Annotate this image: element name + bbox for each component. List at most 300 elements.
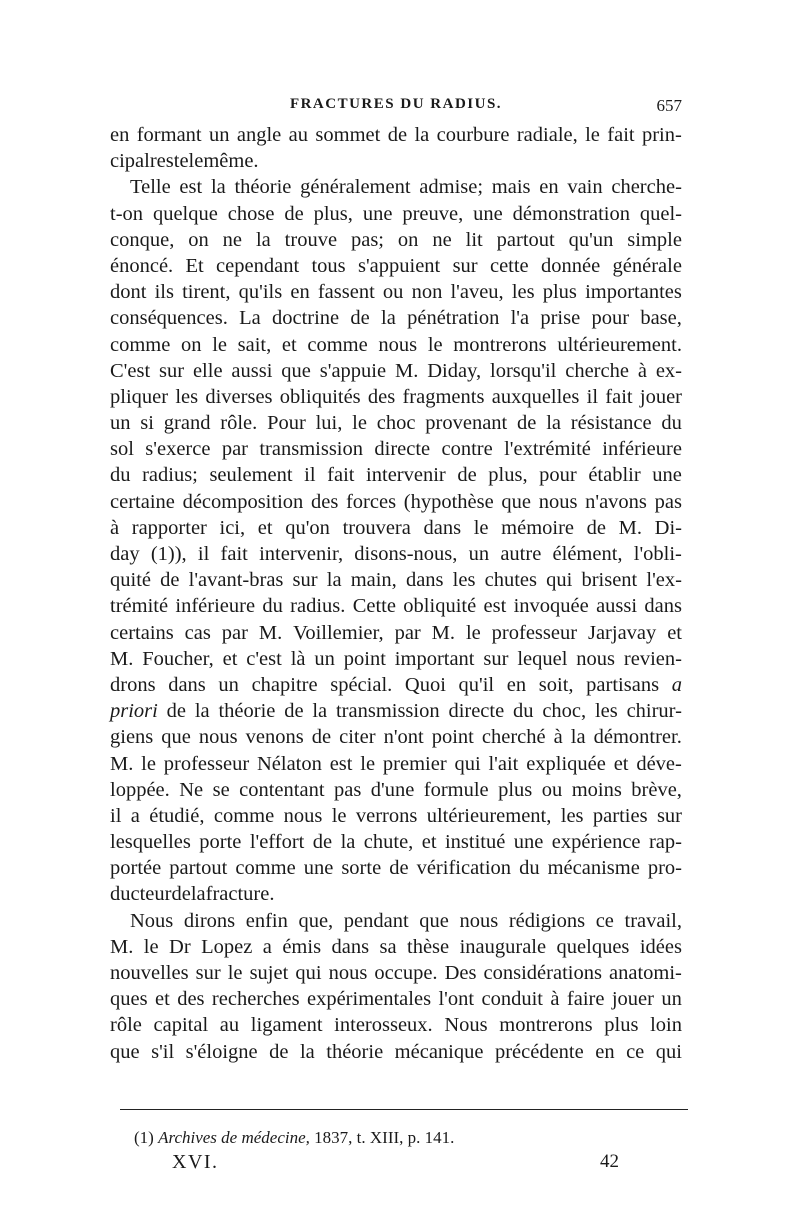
word: loin [650,1014,682,1037]
word: qu'un [568,228,614,251]
word: comme [213,804,275,827]
word: de [517,412,537,435]
word: en [110,124,130,146]
word: autre [500,543,542,565]
word: Pour [267,412,306,435]
word: considérations [483,962,602,984]
word: un [218,673,239,696]
word: l'ont [438,988,475,1011]
word: contentant [239,778,325,801]
word: pas [654,490,682,513]
word: sommet [315,124,381,146]
word: un [209,124,230,146]
word: l'effort [249,831,305,854]
word: radius. [290,595,346,618]
footnote-source: Archives de médecine, [158,1128,310,1147]
word: revien- [623,647,682,670]
word: et [257,516,273,539]
word: plus, [488,464,528,487]
word: day [110,543,140,565]
footnote [134,1128,454,1148]
word: on [397,228,419,251]
word: Cette [352,595,396,618]
word: pas [333,778,362,801]
word: M. [394,359,419,382]
word: ultérieurement, [426,804,552,827]
word: que, [298,909,334,932]
word: occupe. [374,962,438,984]
word: Diday, [427,359,482,382]
word: Dr [169,935,191,958]
text-line [110,908,682,934]
word: radius; [142,464,198,487]
word: soit, [538,673,574,696]
word: partisans [586,673,660,696]
word: enfin [245,909,288,932]
text-line [110,279,682,305]
word: lorsqu'il [490,359,557,382]
word: le [427,333,443,356]
word: comme [235,857,296,880]
word: montrerons [499,1014,593,1037]
word: directe [374,438,431,461]
word: à [110,516,120,539]
word: le [331,804,347,827]
word: ducteur [110,883,172,906]
text-line [110,698,682,724]
word: du [519,857,540,880]
text-line [110,227,682,253]
word: la [326,569,342,592]
word: les [594,700,618,723]
word: partout [496,228,555,251]
word: sur [452,254,478,277]
word: que [501,490,532,513]
word: dans [423,516,462,539]
word: de [387,124,408,146]
word: de [269,1040,289,1063]
word: lui, [315,412,343,435]
word: M. [110,935,134,958]
word: s'exerce [145,438,211,461]
text-line [110,881,682,907]
word: ne [432,228,452,251]
word: verrons [355,804,418,827]
word: jouer [639,385,682,408]
word: est [483,595,507,618]
word: le [352,412,367,435]
word: une [303,857,334,880]
word: Nous [130,909,174,932]
text-line [110,593,682,619]
word: pour [539,464,577,487]
word: fait [605,385,633,408]
word: la [340,831,356,854]
word: la [194,700,210,723]
footnote-rule [120,1109,688,1110]
word: par [221,438,248,461]
word: porte [199,831,242,854]
text-line [110,960,682,986]
word: généralement [300,176,411,199]
word: nous [576,647,616,670]
footnote-details: 1837, t. XIII, p. 141. [314,1128,455,1147]
word: elle [192,359,223,382]
word: ultérieurement. [557,333,682,356]
word: une [513,831,544,854]
word: un [110,412,131,435]
word: de [389,857,409,880]
text-line [110,253,682,279]
word: ce [595,909,614,932]
word: M. [618,516,643,539]
text-line [110,672,682,698]
word: démontrer. [593,726,682,749]
signature-number: 42 [600,1151,619,1172]
word: pliquer [110,385,169,408]
text-line [110,305,682,331]
signature-mark: XVI. [172,1151,219,1173]
word: qu'ils [238,281,283,304]
word: un [661,988,682,1011]
word: l'avant-bras [188,569,284,592]
word: en [539,176,559,199]
word: a [130,804,140,827]
word: venons [245,726,304,749]
word: t-on [110,202,144,225]
word: diverses [205,385,273,408]
word: sur [483,647,509,670]
word: le [188,150,204,173]
word: qui [454,752,481,775]
word: travail, [624,909,682,932]
word: main, [350,569,397,592]
page-header [110,96,682,120]
word: de [350,307,370,330]
word: La [239,307,261,330]
word: spécial. [330,673,393,696]
word: énoncé. [110,254,174,277]
body-text [110,122,682,1065]
word: de [160,569,180,592]
word: quité [110,569,151,592]
word: fragments [402,385,485,408]
word: à [637,359,647,382]
word: l'a [510,307,530,330]
word: choc, [542,700,587,723]
text-line [110,358,682,384]
word: professeur [163,752,250,775]
word: comme [110,333,171,356]
word: un [314,647,335,670]
word: le [585,124,600,146]
word: pour [591,307,630,330]
word: fracture. [205,883,275,906]
word: le [212,333,227,356]
word: de [171,883,191,906]
word: non [411,281,443,304]
word: sait, [237,333,272,356]
word: fait [220,543,248,565]
word: base, [640,307,682,330]
word: de [284,202,304,225]
word: la [255,228,271,251]
word: du [262,595,283,618]
text-line [110,489,682,515]
word: doctrine [271,307,340,330]
word: faire [566,988,605,1011]
word: d'une [370,778,415,801]
word: qui [295,962,322,984]
word: précédente [494,1040,584,1063]
word: la [190,883,206,906]
word: théorie [218,700,276,723]
word: l'obli- [633,543,682,565]
text-line [110,515,682,541]
word: s'appuie [319,359,387,382]
word: n'ont [383,726,424,749]
word: c'est [246,647,282,670]
word: Lopez [201,935,253,958]
word: reste [149,150,189,173]
word: ques [110,988,148,1011]
word: nous [538,490,578,513]
word: vérification [416,857,512,880]
word: cipal [110,150,150,173]
word: mécanique [394,1040,484,1063]
word: important [394,647,475,670]
word: en [595,1040,615,1063]
word: admise; [419,176,484,199]
word: la [210,176,226,199]
word: cependant [216,254,300,277]
word: seulement [209,464,293,487]
word: cherche- [611,176,682,199]
word: moins [571,778,622,801]
word: rôle. [220,412,258,435]
word: Nous [444,1014,488,1037]
word: l'ait [488,752,519,775]
word: les [560,804,584,827]
word: dont [110,281,147,304]
word: premier [382,752,447,775]
word: là [290,647,306,670]
word: plus [542,281,577,304]
word: conduit [481,988,543,1011]
text-line [110,646,682,672]
word: rapporter [131,516,207,539]
word: au [288,124,309,146]
word: formant [136,124,202,146]
word: ne [222,228,243,251]
word: de [312,831,333,854]
word: sur [195,962,221,984]
word: sa [379,935,397,958]
word: choc [376,412,416,435]
text-line [110,620,682,646]
word: anatomi- [609,962,682,984]
word: aussi [596,595,638,618]
word: chute, [363,831,414,854]
word: des [177,988,205,1011]
word: inférieure [175,595,256,618]
text-line [110,777,682,803]
text-line [110,541,682,567]
word: s'éloigne [185,1040,258,1063]
word: rédigions [508,909,586,932]
word: citer [339,726,376,749]
word: donnée [541,254,601,277]
word: (hypothèse [403,490,494,513]
word: nous [378,333,418,356]
word: plus [498,778,533,801]
word: il [197,543,210,565]
word: même. [203,150,259,173]
word: sorte [341,857,382,880]
word: le [360,752,376,775]
word: ligament [250,1014,323,1037]
word: le [227,962,243,984]
word: inaugurale [459,935,547,958]
word: qu'il [458,673,495,696]
word: invoquée [513,595,589,618]
word: Des [444,962,477,984]
word: simple [627,228,682,251]
word: nous [198,726,238,749]
word: du [513,700,534,723]
word: Quoi [404,673,446,696]
word: importantes [585,281,682,304]
word: obliquités [279,385,361,408]
word: fait [607,124,635,146]
word: (1)), [150,543,187,565]
word: formule [423,778,489,801]
word: à [550,988,560,1011]
word: un [468,543,490,565]
word: ils [154,281,174,304]
text-line [110,934,682,960]
word: établir [588,464,641,487]
word: M. [110,752,134,775]
word: grand [163,412,211,435]
word: sur [656,804,682,827]
word: théorie [234,176,292,199]
text-line [110,384,682,410]
page-number: 657 [656,96,682,115]
word: en [506,673,527,696]
text-line [110,436,682,462]
word: Telle [130,176,171,199]
text-line [110,174,682,200]
word: intervenir [366,464,446,487]
word: par [221,621,248,644]
word: chutes [484,569,537,592]
word: a [262,935,272,958]
word: une [652,464,682,487]
word: auxquelles [491,385,580,408]
word: courbure [436,124,510,146]
word: les [452,569,476,592]
word: chapitre [251,673,318,696]
word: transmission [259,438,364,461]
word: plus, [313,202,353,225]
word: pénétration [407,307,500,330]
text-line [110,855,682,881]
word: partout [169,857,228,880]
word: il [304,464,316,487]
word: prise [540,307,581,330]
word: cherche [565,359,629,382]
word: rap- [648,831,682,854]
word: drons [110,673,156,696]
word: rôle [110,1014,142,1037]
word: dans [331,935,370,958]
word: nouvelles [110,962,189,984]
word: si [140,412,154,435]
word: de [166,700,187,723]
text-line [110,1039,682,1065]
word: des [367,385,396,408]
word: on [188,228,209,251]
word: le [465,621,481,644]
text-line [110,724,682,750]
word: cette [489,254,529,277]
word: Jarjavay [587,621,657,644]
word: s'appuient [357,254,441,277]
word: transmission [335,700,440,723]
word: ou [382,281,404,304]
word: disons-nous, [354,543,458,565]
text-line [110,462,682,488]
word: on [181,333,202,356]
word: sur [159,359,185,382]
word: théorie [326,1040,384,1063]
word: est [329,752,353,775]
word: tirent, [182,281,231,304]
word: nous [328,962,368,984]
word: recherches [211,988,300,1011]
word: parties [592,804,648,827]
word: la [381,307,396,330]
word: que [281,359,311,382]
word: et [154,988,170,1011]
word: déve- [636,752,682,775]
word: loppée. [110,778,170,801]
word: le [141,752,156,775]
word: mécanisme [547,857,640,880]
word: quel- [639,202,682,225]
word: que [161,726,191,749]
word: de [284,700,304,723]
word: tous [311,254,346,277]
word: professeur [491,621,578,644]
word: les [511,281,535,304]
word: la [299,1040,315,1063]
word: Nélaton [256,752,322,775]
word: mais [491,176,531,199]
word: est [179,176,203,199]
word: Foucher, [142,647,214,670]
word: certaine [110,490,175,513]
text-line [110,567,682,593]
word: pas; [350,228,384,251]
running-title: FRACTURES DU RADIUS. [289,96,503,112]
word: dans [168,673,206,696]
footnote-marker: (1) [134,1128,154,1147]
word: prin- [641,124,682,146]
word: se [212,778,230,801]
word: forces [345,490,397,513]
